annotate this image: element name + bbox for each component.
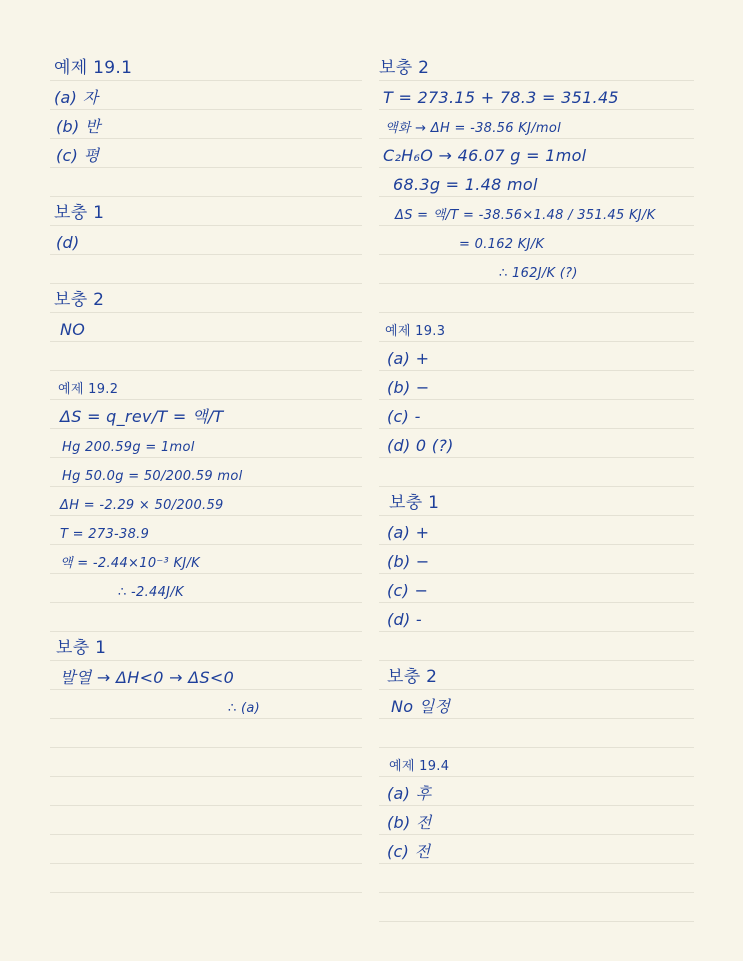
note-line — [50, 458, 362, 487]
section-heading — [50, 52, 362, 81]
note-line — [379, 371, 694, 400]
note-text: T = 273-38.9 — [60, 527, 150, 542]
note-text: 보충 1 — [56, 638, 107, 658]
note-line — [379, 545, 694, 574]
ruled-line — [379, 864, 694, 893]
note-text: 예제 19.1 — [54, 58, 133, 78]
note-line — [379, 806, 694, 835]
section-heading — [50, 632, 362, 661]
note-text: (d) - — [387, 610, 422, 629]
section-heading — [379, 487, 694, 516]
note-line — [50, 81, 362, 110]
ruled-line — [379, 284, 694, 313]
ruled-line — [50, 835, 362, 864]
ruled-line — [379, 719, 694, 748]
note-text: Hg 200.59g = 1mol — [62, 440, 195, 455]
note-line — [50, 226, 362, 255]
note-line — [379, 574, 694, 603]
ruled-line — [50, 342, 362, 371]
note-text: ∴ 162J/K (?) — [499, 266, 578, 281]
note-line — [50, 661, 362, 690]
note-text: C₂H₆O → 46.07 g = 1mol — [383, 146, 587, 165]
ruled-line — [50, 255, 362, 284]
right-notes-column — [379, 52, 694, 922]
ruled-line — [50, 864, 362, 893]
note-text: 예제 19.4 — [389, 759, 450, 774]
section-heading — [50, 197, 362, 226]
ruled-line — [50, 603, 362, 632]
note-line — [379, 168, 694, 197]
note-text: 보충 2 — [387, 667, 438, 687]
section-heading — [379, 52, 694, 81]
note-text: 보충 2 — [379, 58, 430, 78]
note-text: (c) - — [387, 407, 421, 426]
note-text: (c) 평 — [56, 146, 100, 165]
note-text: 예제 19.3 — [385, 324, 446, 339]
note-text: ΔH = -2.29 × 50/200.59 — [60, 498, 224, 513]
note-text: 발열 → ΔH<0 → ΔS<0 — [60, 668, 235, 687]
note-text: ∴ -2.44J/K — [118, 585, 184, 600]
ruled-line — [50, 777, 362, 806]
note-line — [379, 429, 694, 458]
note-text: (a) 후 — [387, 784, 432, 803]
note-text: No 일정 — [391, 697, 451, 716]
note-text: ΔS = q_rev/T = 액/T — [60, 407, 224, 426]
note-text: NO — [60, 320, 86, 339]
note-line — [379, 110, 694, 139]
note-text: (b) − — [387, 378, 430, 397]
note-line — [379, 690, 694, 719]
note-text: (a) 자 — [54, 88, 99, 107]
note-line — [379, 226, 694, 255]
note-line — [379, 139, 694, 168]
section-heading — [379, 661, 694, 690]
note-line — [50, 516, 362, 545]
note-line — [379, 342, 694, 371]
note-line — [50, 110, 362, 139]
note-text: T = 273.15 + 78.3 = 351.45 — [383, 88, 619, 107]
note-line — [50, 690, 362, 719]
ruled-line — [379, 458, 694, 487]
note-line — [50, 487, 362, 516]
note-text: 액화 → ΔH = -38.56 KJ/mol — [385, 121, 562, 136]
section-heading — [50, 284, 362, 313]
note-text: (c) 전 — [387, 842, 431, 861]
note-line — [50, 139, 362, 168]
note-text: 보충 2 — [54, 290, 105, 310]
note-line — [379, 197, 694, 226]
note-text: (b) − — [387, 552, 430, 571]
note-text: 68.3g = 1.48 mol — [393, 175, 538, 194]
note-text: 예제 19.2 — [58, 382, 119, 397]
section-heading — [379, 313, 694, 342]
note-line — [379, 835, 694, 864]
note-text: (d) 0 (?) — [387, 436, 454, 455]
note-text: (c) − — [387, 581, 429, 600]
note-text: Hg 50.0g = 50/200.59 mol — [62, 469, 243, 484]
note-line — [379, 400, 694, 429]
note-line — [50, 400, 362, 429]
note-line — [379, 255, 694, 284]
note-text: (b) 반 — [56, 117, 101, 136]
note-line — [50, 574, 362, 603]
ruled-line — [379, 893, 694, 922]
ruled-line — [379, 632, 694, 661]
note-line — [379, 516, 694, 545]
section-heading — [379, 748, 694, 777]
left-notes-column — [50, 52, 362, 893]
note-line — [379, 777, 694, 806]
section-heading — [50, 371, 362, 400]
note-text: = 0.162 KJ/K — [459, 237, 545, 252]
ruled-line — [50, 719, 362, 748]
note-text: 보충 1 — [54, 203, 105, 223]
note-text: (d) — [56, 233, 80, 252]
ruled-line — [50, 168, 362, 197]
ruled-line — [50, 806, 362, 835]
note-text: 액 = -2.44×10⁻³ KJ/K — [60, 556, 200, 571]
note-line — [50, 545, 362, 574]
note-text: ΔS = 액/T = -38.56×1.48 / 351.45 KJ/K — [395, 208, 656, 223]
note-text: 보충 1 — [389, 493, 440, 513]
note-text: ∴ (a) — [228, 701, 261, 716]
note-line — [379, 81, 694, 110]
note-text: (a) + — [387, 349, 430, 368]
note-line — [379, 603, 694, 632]
note-text: (a) + — [387, 523, 430, 542]
note-line — [50, 429, 362, 458]
note-text: (b) 전 — [387, 813, 432, 832]
ruled-line — [50, 748, 362, 777]
note-line — [50, 313, 362, 342]
